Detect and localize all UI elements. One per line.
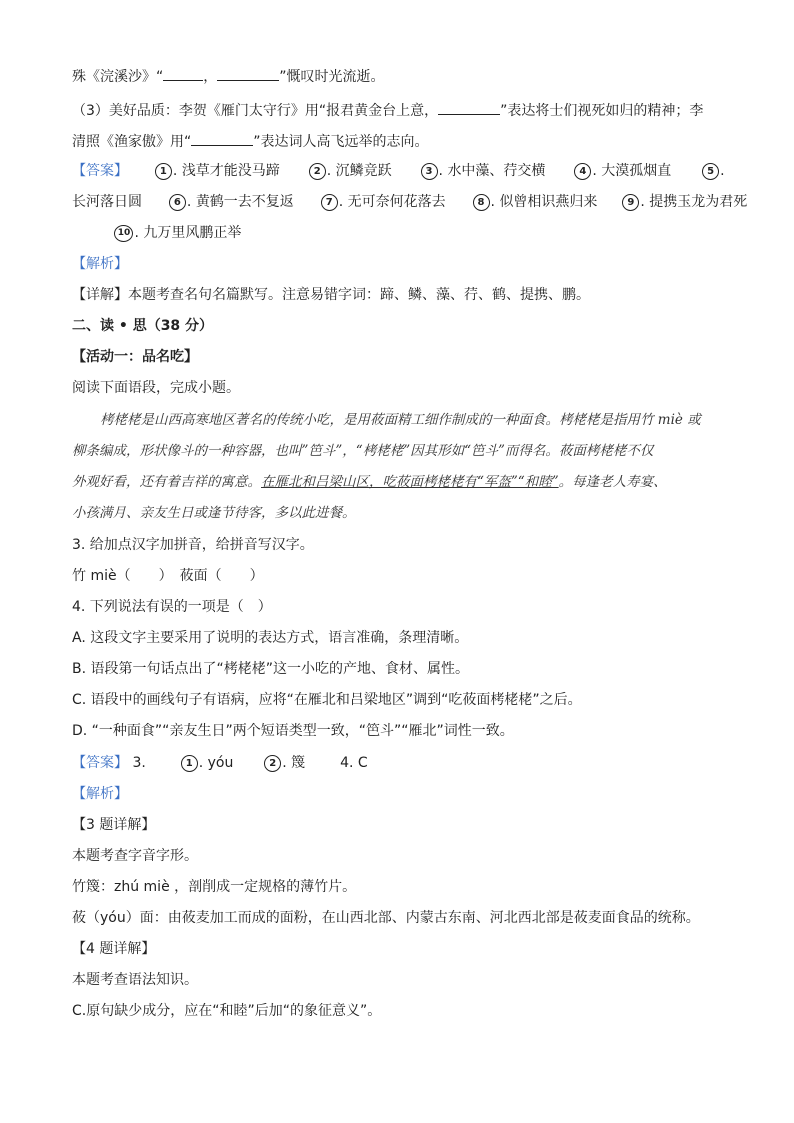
- answer-item: yóu: [207, 755, 234, 771]
- detail-text: 【详解】本题考查名句名篇默写。注意易错字词：蹄、鳞、藻、荇、鹤、提携、鹏。: [72, 287, 590, 303]
- passage-line: [72, 472, 667, 492]
- passage-line: 小孩满月、亲友生日或逢节待客，多以此进餐。: [72, 505, 356, 521]
- blank-line: [217, 66, 279, 81]
- circled-number: 6: [169, 194, 186, 211]
- detail-heading: 【4 题详解】: [72, 941, 156, 957]
- text-fragment: ”慨叹时光流逝。: [279, 69, 385, 85]
- passage-text: 外观好看，还有着吉祥的寓意。: [72, 474, 261, 490]
- circled-number: 7: [321, 194, 338, 211]
- answer-item: 黄鹤一去不复返: [195, 194, 294, 210]
- answer-item: 浅草才能没马蹄: [181, 163, 280, 179]
- circled-number: 5: [702, 163, 719, 180]
- answer-line: 10 . 九万里风鹏正举: [72, 223, 241, 243]
- text-line: [72, 131, 429, 152]
- answer-item: 4. C: [340, 755, 368, 771]
- section-heading: 二、读 • 思（38 分）: [72, 318, 214, 334]
- answer-line: 【答案】 1 . 浅草才能没马蹄 2 . 沉鳞竞跃 3 . 水中藻、荇交横 4 . 大漠孤烟直 5 .: [72, 163, 725, 179]
- circled-number: 3: [421, 163, 438, 180]
- passage-text: 。每逢老人寿宴、: [558, 474, 667, 490]
- text-line: [72, 66, 385, 87]
- answer-item: 九万里风鹏正举: [143, 225, 242, 241]
- circled-number: 9: [622, 194, 639, 211]
- detail-text: 本题考查语法知识。: [72, 972, 198, 988]
- blank-line: [438, 100, 500, 115]
- detail-text: 竹篾：zhú miè ，剖削成一定规格的薄竹片。: [72, 879, 357, 895]
- text-fragment: 清照《渔家傲》用“: [72, 134, 192, 150]
- answer-item: 提携玉龙为君死: [649, 194, 748, 210]
- circled-number: 2: [309, 163, 326, 180]
- option-d: D. “一种面食”“亲友生日”两个短语类型一致，“笆斗”“雁北”词性一致。: [72, 723, 514, 739]
- circled-number: 8: [473, 194, 490, 211]
- passage-line: 柳条编成，形状像斗的一种容器，也叫”笆斗”，“栲栳栳”因其形如“笆斗”而得名。莜面栲栳栳不仅: [72, 443, 654, 459]
- answer-question-number: 3.: [132, 755, 146, 771]
- question-3-fill: 竹 miè（ ） 莜面（ ）: [72, 568, 264, 584]
- blank-line: [163, 66, 203, 81]
- answer-item: 似曾相识燕归来: [499, 194, 598, 210]
- answer-item: 水中藻、荇交横: [447, 163, 546, 179]
- circled-number: 2: [264, 755, 281, 772]
- analysis-label: 【解析】: [72, 256, 128, 272]
- answer-item: 篾: [291, 755, 306, 771]
- text-line: [72, 100, 703, 121]
- question-3: 3. 给加点汉字加拼音，给拼音写汉字。: [72, 537, 314, 553]
- text-fragment: （3）美好品质：李贺《雁门太守行》用“报君黄金台上意，: [72, 103, 439, 119]
- answer-label: 【答案】: [72, 755, 128, 771]
- circled-number: 10: [114, 225, 133, 242]
- option-b: B. 语段第一句话点出了“栲栳栳”这一小吃的产地、食材、属性。: [72, 661, 470, 677]
- answer-item: 大漠孤烟直: [601, 163, 672, 179]
- answer-item: 长河落日圆: [72, 194, 142, 210]
- detail-heading: 【3 题详解】: [72, 817, 156, 833]
- answer-line: 长河落日圆 6 . 黄鹤一去不复返 7 . 无可奈何花落去 8 . 似曾相识燕归来 9 . 提携玉龙为君死: [72, 194, 748, 210]
- detail-text: C.原句缺少成分，应在“和睦”后加“的象征意义”。: [72, 1003, 382, 1019]
- answer-label: 【答案】: [72, 163, 128, 179]
- detail-text: 本题考查字音字形。: [72, 848, 198, 864]
- text-fragment: ”表达将士们视死如归的精神；李: [500, 103, 704, 119]
- text-fragment: ，: [203, 69, 218, 85]
- circled-number: 4: [574, 163, 591, 180]
- answer-item: 无可奈何花落去: [347, 194, 446, 210]
- circled-number: 1: [155, 163, 172, 180]
- underlined-sentence: 在雁北和吕梁山区，吃莜面栲栳栳有“军盔”“和睦”: [261, 474, 559, 490]
- option-c: C. 语段中的画线句子有语病，应将“在雁北和吕梁地区”调到“吃莜面栲栳栳”之后。: [72, 692, 582, 708]
- answer-item: 沉鳞竞跃: [335, 163, 392, 179]
- circled-number: 1: [181, 755, 198, 772]
- answer-line: 【答案】 3. 1 . yóu 2 . 篾 4. C: [72, 755, 368, 771]
- activity-heading: 【活动一：品名吃】: [72, 349, 198, 365]
- blank-line: [191, 131, 253, 146]
- instruction-text: 阅读下面语段，完成小题。: [72, 380, 240, 396]
- text-fragment: 殊《浣溪沙》“: [72, 69, 164, 85]
- question-4: 4. 下列说法有误的一项是（ ）: [72, 599, 272, 615]
- detail-text: 莜（yóu）面：由莜麦加工而成的面粉，在山西北部、内蒙古东南、河北西北部是莜麦面食品的统称。: [72, 910, 700, 926]
- text-fragment: ”表达词人高飞远举的志向。: [253, 134, 429, 150]
- analysis-label: 【解析】: [72, 786, 128, 802]
- passage-line: 栲栳栳是山西高寒地区著名的传统小吃，是用莜面精工细作制成的一种面食。栲栳栳是指用竹 miè 或: [100, 412, 701, 428]
- option-a: A. 这段文字主要采用了说明的表达方式，语言准确，条理清晰。: [72, 630, 469, 646]
